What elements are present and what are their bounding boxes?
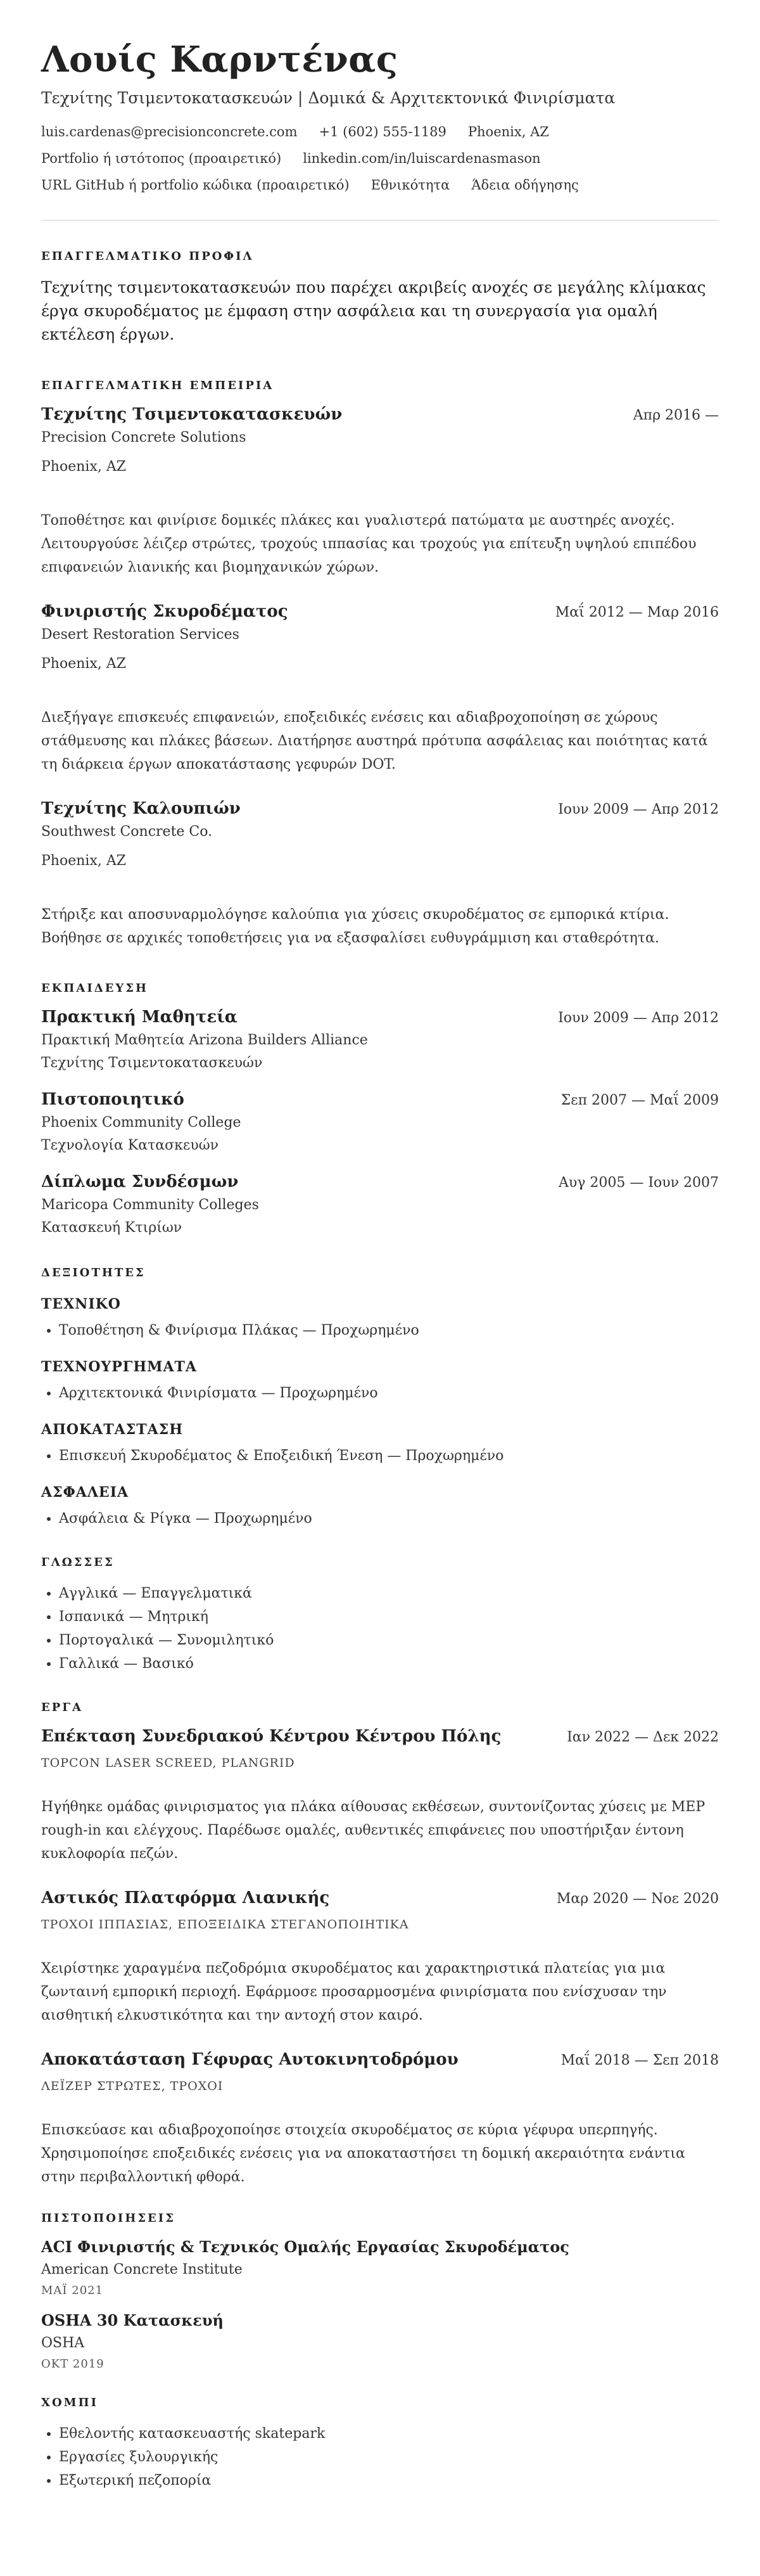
skill-category: ΑΣΦΑΛΕΙΑ: [41, 1484, 129, 1501]
job-title: Τεχνίτης Καλουπιών: [41, 799, 241, 818]
headline: Τεχνίτης Τσιμεντοκατασκευών | Δομικά & Αρχιτεκτονικά Φινιρίσματα: [41, 89, 616, 107]
certification-entry: [41, 2311, 719, 2371]
certification-issuer: OSHA: [41, 2335, 85, 2351]
experience-entry: [41, 405, 719, 579]
school: Maricopa Community Colleges: [41, 1197, 259, 1213]
project-entry: [41, 1727, 719, 1866]
job-location: Phoenix, AZ: [41, 656, 127, 672]
skill-item: • Ασφάλεια & Ρίγκα — Προχωρημένο: [59, 1507, 719, 1530]
job-location: Phoenix, AZ: [41, 853, 127, 869]
section-title-languages: ΓΛΩΣΣΕΣ: [41, 1556, 115, 1569]
company: Desert Restoration Services: [41, 627, 239, 643]
job-dates: Ιουν 2009 — Απρ 2012: [558, 802, 719, 817]
project-description: Επισκεύασε και αδιαβροχοποίησε στοιχεία σκυροδέματος σε κύρια γέφυρα υπερπηγής. Χρησιμοποίησε εποξειδικές ενέσεις για να αποκαταστήσει τη δομική ακεραιότητα ενάντια στην περιβαλλοντική φθορά.: [41, 2122, 685, 2185]
section-title-hobbies: ΧΟΜΠΙ: [41, 2396, 98, 2409]
contact-row-2: [41, 150, 719, 167]
project-tools: ΤΡΟΧΟΙ ΙΠΠΑΣΙΑΣ, ΕΠΟΞΕΙΔΙΚΑ ΣΤΕΓΑΝΟΠΟΙΗΤΙΚΑ: [41, 1918, 409, 1932]
project-description: Ηγήθηκε ομάδας φινιρισματος για πλάκα αίθουσας εκθέσεων, συντονίζοντας χύσεις με MEP rough-in και ελέγχους. Παρέδωσε ομαλές, αυθεντικές επιφάνειες που υποστήριξαν έντονη κυκλοφορία πεζών.: [41, 1799, 706, 1862]
job-location: Phoenix, AZ: [41, 459, 127, 475]
contact-row-3: [41, 177, 719, 193]
certifications-section: [41, 2212, 719, 2371]
section-title-certifications: ΠΙΣΤΟΠΟΙΗΣΕΙΣ: [41, 2212, 175, 2225]
certification-issuer: American Concrete Institute: [41, 2262, 243, 2278]
project-name: Επέκταση Συνεδριακού Κέντρου Κέντρου Πόλης: [41, 1727, 502, 1746]
experience-entry: [41, 602, 719, 776]
section-title-education: ΕΚΠΑΙΔΕΥΣΗ: [41, 982, 149, 995]
education-dates: Αυγ 2005 — Ιουν 2007: [558, 1175, 719, 1191]
project-entry: [41, 2050, 719, 2189]
skill-category: ΤΕΧΝΙΚΟ: [41, 1296, 121, 1312]
portfolio-link[interactable]: Portfolio ή ιστότοπος (προαιρετικό): [41, 151, 282, 166]
section-title-experience: ΕΠΑΓΓΕΛΜΑΤΙΚΗ ΕΜΠΕΙΡΙΑ: [41, 379, 274, 392]
certification-date: ΟΚΤ 2019: [41, 2357, 104, 2371]
github-link[interactable]: URL GitHub ή portfolio κώδικα (προαιρετικό): [41, 177, 350, 193]
project-tools: TOPCON LASER SCREED, PLANGRID: [41, 1756, 295, 1770]
company: Precision Concrete Solutions: [41, 430, 246, 445]
job-description: Τοποθέτησε και φινίρισε δομικές πλάκες και γυαλιστερά πατώματα με αυστηρές ανοχές. Λειτουργούσε λέιζερ στρώτες, τροχούς ιππασίας και τροχούς για επίτευξη υψηλού επιπέδου επιφανειών λιανικής και βιομηχανικών χώρων.: [41, 513, 697, 575]
skill-item: • Αρχιτεκτονικά Φινιρίσματα — Προχωρημένο: [59, 1381, 719, 1405]
school: Phoenix Community College: [41, 1115, 241, 1131]
hobby-item: • Εξωτερική πεζοπορία: [59, 2469, 719, 2492]
education-dates: Σεπ 2007 — Μαΐ 2009: [560, 1093, 719, 1108]
languages-section: [41, 1556, 719, 1676]
education-entry: [41, 1008, 719, 1072]
linkedin-link[interactable]: linkedin.com/in/luiscardenasmason: [303, 151, 541, 166]
section-title-skills: ΔΕΞΙΟΤΗΤΕΣ: [41, 1266, 146, 1279]
email-link[interactable]: luis.cardenas@precisionconcrete.com: [41, 124, 298, 139]
project-entry: [41, 1888, 719, 2027]
degree: Δίπλωμα Συνδέσμων: [41, 1172, 239, 1191]
skills-section: [41, 1266, 719, 1530]
candidate-name: Λουίς Καρντένας: [41, 39, 398, 80]
job-description: Διεξήγαγε επισκευές επιφανειών, εποξειδικές ενέσεις και αδιαβροχοποίηση σε χώρους στάθμευσης και πλάκες βάσεων. Διατήρησε αυστηρά πρότυπα ασφάλειας και ποιότητας κατά τη διάρκεια έργων αποκατάστασης γεφυρών DOT.: [41, 710, 708, 772]
education-dates: Ιουν 2009 — Απρ 2012: [558, 1010, 719, 1026]
skill-item: • Τοποθέτηση & Φινίρισμα Πλάκας — Προχωρημένο: [59, 1319, 719, 1342]
project-name: Αποκατάσταση Γέφυρας Αυτοκινητοδρόμου: [41, 2050, 459, 2069]
project-dates: Μαρ 2020 — Νοε 2020: [556, 1891, 719, 1907]
contact-row-1: [41, 124, 719, 140]
field-of-study: Τεχνίτης Τσιμεντοκατασκευών: [41, 1055, 263, 1071]
project-name: Αστικός Πλατφόρμα Λιανικής: [41, 1888, 330, 1907]
profile-summary: Τεχνίτης τσιμεντοκατασκευών που παρέχει ακριβείς ανοχές σε μεγάλης κλίμακας έργα σκυροδέματος με έμφαση στην ασφάλεια και τη συνεργασία για ομαλή εκτέλεση έργων.: [41, 278, 706, 343]
language-item: • Γαλλικά — Βασικό: [59, 1652, 719, 1676]
section-title-profile: ΕΠΑΓΓΕΛΜΑΤΙΚΟ ΠΡΟΦΙΛ: [41, 250, 254, 263]
job-dates: Απρ 2016 —: [633, 407, 719, 423]
school: Πρακτική Μαθητεία Arizona Builders Alliance: [41, 1032, 368, 1048]
field-of-study: Τεχνολογία Κατασκευών: [41, 1137, 219, 1153]
degree: Πιστοποιητικό: [41, 1090, 184, 1109]
degree: Πρακτική Μαθητεία: [41, 1008, 238, 1027]
job-dates: Μαΐ 2012 — Μαρ 2016: [555, 605, 719, 620]
drivers-license: Άδεια οδήγησης: [471, 177, 579, 193]
project-tools: ΛΕΪΖΕΡ ΣΤΡΩΤΕΣ, ΤΡΟΧΟΙ: [41, 2079, 224, 2093]
certification-name: ACI Φινιριστής & Τεχνικός Ομαλής Εργασίας Σκυροδέματος: [41, 2238, 569, 2256]
phone-number[interactable]: +1 (602) 555-1189: [319, 124, 446, 139]
certification-entry: [41, 2238, 719, 2297]
field-of-study: Κατασκευή Κτιρίων: [41, 1220, 182, 1236]
nationality: Εθνικότητα: [370, 177, 450, 193]
location: Phoenix, AZ: [467, 124, 549, 139]
skill-category: ΑΠΟΚΑΤΑΣΤΑΣΗ: [41, 1421, 183, 1438]
project-description: Χειρίστηκε χαραγμένα πεζοδρόμια σκυροδέματος και χαρακτηριστικά πλατείας για μια ζωνταινή εμπορική περιοχή. Εφάρμοσε προσαρμοσμένα φινιρίσματα που ενίσχυσαν την αισθητική ελκυστικότητα και την αντοχή στον καιρό.: [41, 1961, 667, 2023]
hobbies-section: [41, 2396, 719, 2492]
job-title: Τεχνίτης Τσιμεντοκατασκευών: [41, 405, 343, 424]
skill-item: • Επισκευή Σκυροδέματος & Εποξειδική Ένεση — Προχωρημένο: [59, 1444, 719, 1468]
project-dates: Μαΐ 2018 — Σεπ 2018: [560, 2053, 719, 2068]
header-divider: [41, 220, 719, 221]
language-item: • Πορτογαλικά — Συνομιλητικό: [59, 1629, 719, 1652]
certification-date: ΜΑΪ 2021: [41, 2284, 104, 2297]
education-entry: [41, 1090, 719, 1155]
skill-category: ΤΕΧΝΟΥΡΓΗΜΑΤΑ: [41, 1359, 197, 1375]
project-dates: Ιαν 2022 — Δεκ 2022: [567, 1729, 719, 1745]
language-item: • Αγγλικά — Επαγγελματικά: [59, 1582, 719, 1605]
language-item: • Ισπανικά — Μητρική: [59, 1605, 719, 1629]
job-description: Στήριξε και αποσυναρμολόγησε καλούπια για χύσεις σκυροδέματος σε εμπορικά κτίρια. Βοήθησε σε αρχικές τοποθετήσεις για να εξασφαλίσει ευθυγράμμιση και σταθερότητα.: [41, 907, 669, 946]
education-entry: [41, 1172, 719, 1237]
certification-name: OSHA 30 Κατασκευή: [41, 2311, 224, 2329]
hobby-item: • Εργασίες ξυλουργικής: [59, 2445, 719, 2469]
job-title: Φινιριστής Σκυροδέματος: [41, 602, 288, 621]
section-title-projects: ΕΡΓΑ: [41, 1701, 83, 1714]
hobby-item: • Εθελοντής κατασκευαστής skatepark: [59, 2422, 719, 2445]
company: Southwest Concrete Co.: [41, 824, 213, 840]
experience-entry: [41, 799, 719, 950]
